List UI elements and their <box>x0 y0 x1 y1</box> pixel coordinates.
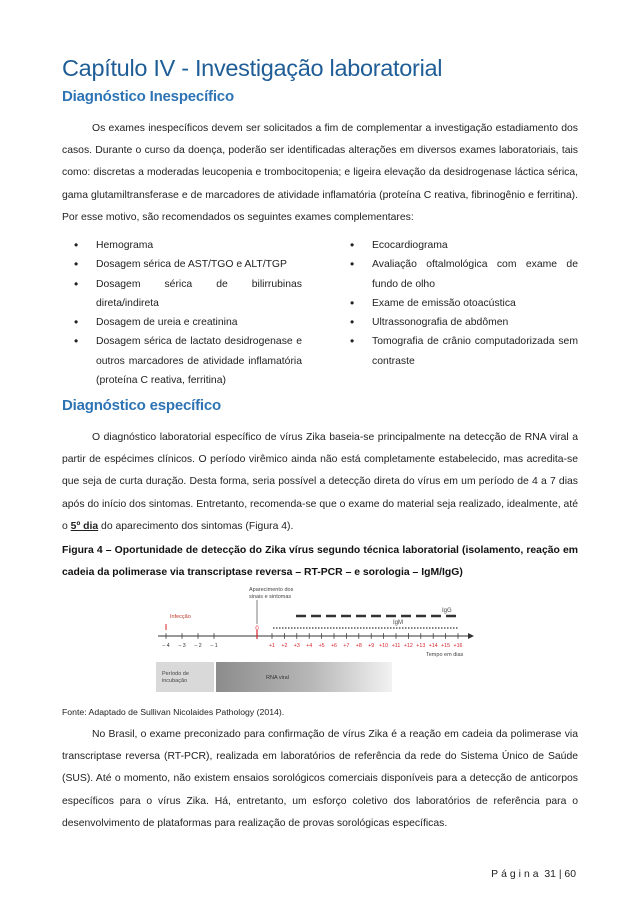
incubation-box <box>156 662 214 692</box>
symptoms-label-2: sinais e sintomas <box>249 594 292 600</box>
axis-tick-label: +3 <box>293 643 300 649</box>
list-item: • Avaliação oftalmológica com exame de fundo de olho <box>338 255 578 294</box>
detection-timeline-figure <box>150 580 480 696</box>
paragraph-inespecifico: Os exames inespecíficos devem ser solicitados a fim de complementar a investigação estadiamento dos casos. Durante o curso da doença, poderão ser identificadas alterações em diversos exames laboratoriais, tais como: discretas a moderadas leucopenia e trombocitopenia; e ligeira elevação da desidrogenase láctica sérica, gama glutamiltransferase e de marcadores de atividade inflamatória (proteína C reativa, fibrinogênio e ferritina). Por esse motivo, são recomendados os seguintes exames complementares: <box>62 123 578 223</box>
list-item: • Tomografia de crânio computadorizada sem contraste <box>338 332 578 371</box>
axis-tick-label: +8 <box>355 643 362 649</box>
chapter-title: Capítulo IV - Investigação laboratorial <box>62 55 443 81</box>
axis-tick-label: – 1 <box>210 643 218 649</box>
infection-label: Infecção <box>170 614 191 620</box>
figure-caption: Figura 4 – Oportunidade de detecção do Zika vírus segundo técnica laboratorial (isolamento, reação em cadeia da polimerase via transcriptase reversa – RT-PCR – e sorologia – IgM/IgG) <box>62 545 578 578</box>
paragraph-text: do aparecimento dos sintomas (Figura 4). <box>98 520 294 532</box>
list-item: • Dosagem sérica de bilirrubinas direta/indireta <box>62 275 302 314</box>
axis-tick-label: – 2 <box>194 643 202 649</box>
axis-tick-label: 0 <box>255 626 259 632</box>
axis-tick-label: +5 <box>318 643 325 649</box>
page-word: Página <box>491 869 542 880</box>
rna-viral-label: RNA viral <box>266 675 289 681</box>
time-label: Tempo em dias <box>426 652 464 658</box>
paragraph-brasil: No Brasil, o exame preconizado para confirmação de vírus Zika é a reação em cadeia da polimerase via transcriptase reversa (RT-PCR), realizada em laboratórios de referência da rede do Sistema Único de Saúde (SUS). Até o momento, não existem ensaios sorológicos comerciais disponíveis para a detecção de anticorpos específicos para o vírus Zika. Há, entretanto, um esforço coletivo dos laboratórios de referência para o desenvolvimento de plataformas para realização de provas sorológicas específicas. <box>62 729 578 829</box>
page-footer <box>491 869 576 880</box>
list-item: • Ecocardiograma <box>338 236 578 255</box>
axis-tick-label: +10 <box>379 643 389 649</box>
axis-tick-label: +15 <box>441 643 451 649</box>
paragraph-especifico <box>62 427 578 538</box>
list-item: • Dosagem sérica de lactato desidrogenase e outros marcadores de atividade inflamatória (proteína C reativa, ferritina) <box>62 332 302 390</box>
paragraph-text: O diagnóstico laboratorial específico de vírus Zika baseia-se principalmente na detecção de RNA viral a partir de espécimes clínicos. O período virêmico ainda não está completamente estabelecido, mas acredita-se que seja de curta duração. Desta forma, seria possível a detecção direta do vírus em um período de 4 a 7 dias após do início dos sintomas. Entretanto, recomenda-se que o exame do material seja realizado, idealmente, até o <box>62 432 578 532</box>
page-number: 31 | 60 <box>544 869 576 880</box>
axis-tick-label: +14 <box>428 643 438 649</box>
list-item: • Dosagem sérica de AST/TGO e ALT/TGP <box>62 255 302 274</box>
bullet-list-left <box>62 236 302 390</box>
axis-tick-label: +4 <box>306 643 313 649</box>
incubation-label-1: Período de <box>162 671 189 677</box>
section-heading-especifico: Diagnóstico específico <box>62 397 221 414</box>
list-item: • Hemograma <box>62 236 302 255</box>
igm-label: IgM <box>393 620 404 626</box>
axis-ticks <box>162 626 462 649</box>
section-heading-inespecifico: Diagnóstico Inespecífico <box>62 88 234 105</box>
axis-tick-label: +11 <box>391 643 401 649</box>
axis-tick-label: – 3 <box>178 643 186 649</box>
axis-tick-label: +1 <box>268 643 276 649</box>
figure-source: Fonte: Adaptado de Sullivan Nicolaides Pathology (2014). <box>62 707 285 717</box>
list-item: • Exame de emissão otoacústica <box>338 294 578 313</box>
list-item: • Ultrassonografia de abdômen <box>338 313 578 332</box>
axis-tick-label: +6 <box>330 643 338 649</box>
axis-arrow <box>468 633 474 639</box>
axis-tick-label: +12 <box>403 643 413 649</box>
axis-tick-label: +9 <box>368 643 375 649</box>
axis-tick-label: +7 <box>343 643 350 649</box>
emphasis-5th-day: 5º dia <box>70 520 99 532</box>
igg-label: IgG <box>442 608 452 614</box>
symptoms-label-1: Aparecimento dos <box>249 587 294 593</box>
list-item: • Dosagem de ureia e creatinina <box>62 313 302 332</box>
bullet-list-right <box>338 236 578 371</box>
incubation-label-2: incubação <box>162 678 188 684</box>
rna-viral-band <box>216 662 392 692</box>
axis-tick-label: – 4 <box>162 643 170 649</box>
axis-tick-label: +13 <box>416 643 426 649</box>
axis-tick-label: +16 <box>453 643 463 649</box>
axis-tick-label: +2 <box>281 643 288 649</box>
